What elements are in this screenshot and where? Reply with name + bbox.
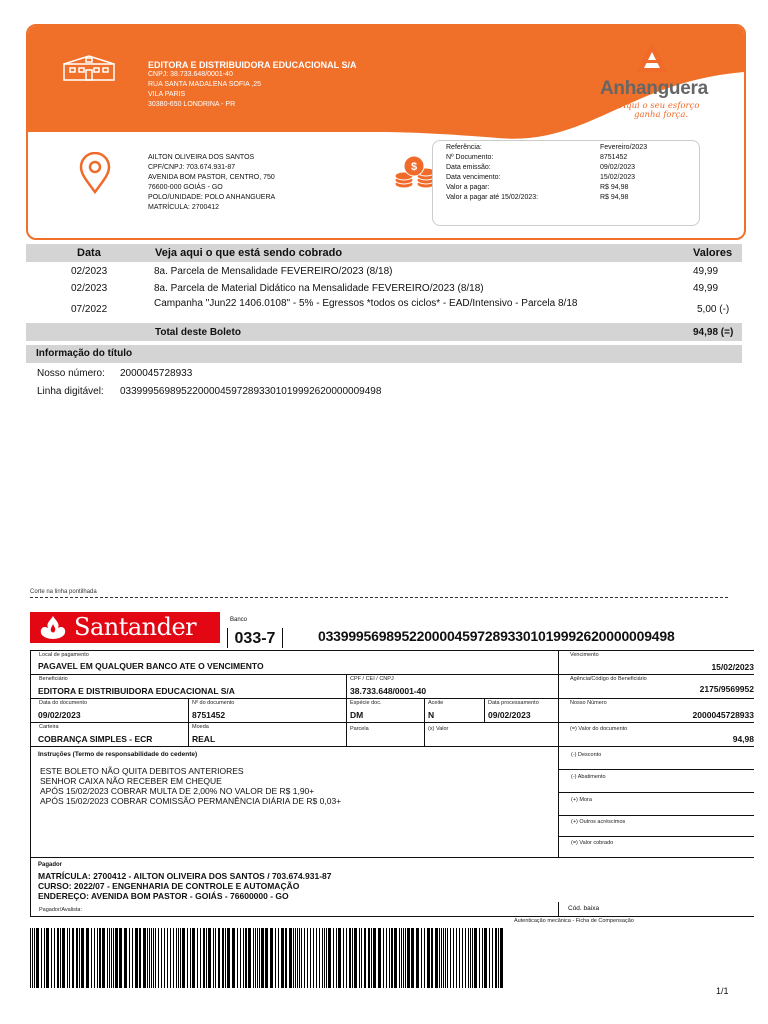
barcode-bar <box>354 928 357 988</box>
beneficiario-value: EDITORA E DISTRIBUIDORA EDUCACIONAL S/A <box>38 686 235 696</box>
barcode-bar <box>304 928 305 988</box>
barcode-bar <box>167 928 168 988</box>
data-documento-label: Data do documento <box>39 700 88 706</box>
santander-logo <box>30 612 220 643</box>
barcode-bar <box>257 928 258 988</box>
barcode-bar <box>215 928 216 988</box>
data-processamento-value: 09/02/2023 <box>488 710 531 720</box>
barcode-bar <box>349 928 351 988</box>
barcode-bar <box>289 928 292 988</box>
building-icon <box>62 54 116 82</box>
local-pagamento-value: PAGAVEL EM QUALQUER BANCO ATE O VENCIMENTO <box>38 661 264 671</box>
barcode-bar <box>113 928 114 988</box>
grid-rule <box>558 792 754 793</box>
outros-acrescimos-label: (+) Outros acréscimos <box>571 819 626 825</box>
instruction-line: APÓS 15/02/2023 COBRAR MULTA DE 2,00% NO VALOR DE R$ 1,90+ <box>40 786 315 796</box>
barcode-bar <box>147 928 148 988</box>
barcode-bar <box>76 928 78 988</box>
grid-rule <box>30 916 754 917</box>
barcode-bar <box>299 928 300 988</box>
barcode-bar <box>492 928 493 988</box>
grid-rule <box>484 698 485 722</box>
total-bar <box>26 323 742 341</box>
barcode-bar <box>79 928 80 988</box>
mora-label: (+) Mora <box>571 797 592 803</box>
barcode-bar <box>401 928 402 988</box>
reference-label: Referência: <box>446 144 482 151</box>
company-line: VILA PARIS <box>148 91 186 98</box>
title-info-bar <box>26 345 742 363</box>
payer-line: 76600-000 GOIÁS - GO <box>148 184 223 191</box>
beneficiario-label: Beneficiário <box>39 676 68 682</box>
barcode-bar <box>435 928 438 988</box>
santander-text: Santander <box>74 613 197 641</box>
barcode-bar <box>245 928 247 988</box>
barcode-bar <box>99 928 101 988</box>
barcode-bar <box>187 928 188 988</box>
barcode-bar <box>248 928 251 988</box>
barcode-bar <box>364 928 366 988</box>
barcode-bar <box>208 928 211 988</box>
barcode-bar <box>203 928 205 988</box>
banco-code: 033-7 <box>227 628 283 648</box>
barcode-bar <box>462 928 463 988</box>
total-value: 94,98 (=) <box>693 327 734 338</box>
barcode-bar <box>313 928 314 988</box>
barcode-bar <box>218 928 220 988</box>
barcode-bar <box>368 928 370 988</box>
col-date: Data <box>77 247 101 259</box>
santander-flame-icon <box>38 615 68 640</box>
barcode-bar <box>441 928 442 988</box>
barcode-bar <box>307 928 308 988</box>
barcode-bar <box>333 928 334 988</box>
parcela-label: Parcela <box>350 726 369 732</box>
payer-line: AILTON OLIVEIRA DOS SANTOS <box>148 154 255 161</box>
barcode-bar <box>278 928 279 988</box>
barcode-bar <box>453 928 454 988</box>
barcode-bar <box>227 928 230 988</box>
grid-rule <box>346 674 347 746</box>
barcode-bar <box>361 928 362 988</box>
barcode-bar <box>301 928 302 988</box>
barcode-bar <box>237 928 238 988</box>
charge-description: 8a. Parcela de Material Didático na Mensalidade FEVEREIRO/2023 (8/18) <box>154 283 484 294</box>
barcode-bar <box>405 928 406 988</box>
col-description: Veja aqui o que está sendo cobrado <box>155 247 343 259</box>
barcode-bar <box>109 928 110 988</box>
barcode-bar <box>373 928 376 988</box>
barcode-bar <box>443 928 444 988</box>
barcode-bar <box>371 928 372 988</box>
barcode-bar <box>164 928 165 988</box>
barcode-bar <box>386 928 387 988</box>
barcode-bar <box>319 928 320 988</box>
grid-rule <box>424 698 425 746</box>
barcode-bar <box>44 928 45 988</box>
charge-description: Campanha "Jun22 1406.0108" - 5% - Egressos *todos os ciclos* - EAD/Intensivo - Parcela 8/18 <box>154 298 578 309</box>
barcode-bar <box>403 928 404 988</box>
anhanguera-logo-icon <box>634 40 670 74</box>
header-card <box>26 24 746 240</box>
barcode-bar <box>155 928 156 988</box>
cpf-cnpj-value: 38.733.648/0001-40 <box>350 686 427 696</box>
charge-date: 07/2022 <box>71 304 108 315</box>
barcode-bar <box>94 928 95 988</box>
barcode-bar <box>173 928 174 988</box>
barcode-bar <box>383 928 384 988</box>
logo-tagline: Aqui o seu esforço ganha força. <box>620 101 700 120</box>
especie-label: Espécie doc. <box>350 700 382 706</box>
grid-rule <box>558 815 754 816</box>
barcode-bar <box>200 928 201 988</box>
barcode-bar <box>479 928 480 988</box>
barcode-bar <box>447 928 448 988</box>
barcode-bar <box>427 928 430 988</box>
pagador-label: Pagador <box>38 862 63 868</box>
barcode-bar <box>170 928 171 988</box>
linha-digitavel-value: 03399956989522000045972893301019992620000009498 <box>120 386 382 397</box>
payer-line: POLO/UNIDADE: POLO ANHANGUERA <box>148 194 276 201</box>
barcode-bar <box>407 928 410 988</box>
barcode-bar <box>91 928 92 988</box>
payer-line: AVENIDA BOM PASTOR, CENTRO, 750 <box>148 174 275 181</box>
carteira-value: COBRANÇA SIMPLES - ECR <box>38 734 153 744</box>
moeda-value: REAL <box>192 734 216 744</box>
cut-line <box>30 597 728 598</box>
reference-label: Data vencimento: <box>446 174 501 181</box>
barcode-bar <box>153 928 154 988</box>
barcode-bar <box>180 928 181 988</box>
barcode-bar <box>482 928 483 988</box>
barcode-bar <box>338 928 341 988</box>
barcode-bar <box>255 928 256 988</box>
barcode-bar <box>190 928 191 988</box>
barcode-bar <box>30 928 31 988</box>
barcode-bar <box>431 928 433 988</box>
barcode-bar <box>316 928 317 988</box>
cpf-cnpj-label: CPF / CEI / CNPJ <box>350 676 394 682</box>
barcode-bar <box>439 928 440 988</box>
barcode-bar <box>328 928 331 988</box>
barcode-bar <box>97 928 98 988</box>
barcode-bar <box>232 928 235 988</box>
barcode-bar <box>346 928 347 988</box>
title-info-heading: Informação do título <box>36 348 133 359</box>
barcode-bar <box>456 928 457 988</box>
reference-value: R$ 94,98 <box>600 194 629 201</box>
cut-line-label: Corte na linha pontilhada <box>30 589 97 595</box>
barcode-bar <box>424 928 425 988</box>
barcode-bar <box>67 928 68 988</box>
instruction-line: APÓS 15/02/2023 COBRAR COMISSÃO PERMANÊNCIA DIÁRIA DE R$ 0,03+ <box>40 796 342 806</box>
nosso-numero-value: 2000045728933 <box>692 710 754 720</box>
barcode-bar <box>253 928 254 988</box>
barcode-bar <box>36 928 39 988</box>
barcode-bar <box>34 928 35 988</box>
col-values: Valores <box>693 247 733 259</box>
barcode-bar <box>60 928 61 988</box>
pagador-line: ENDEREÇO: AVENIDA BOM PASTOR - GOIÁS - 76600000 - GO <box>38 891 289 901</box>
autenticacao-label: Autenticação mecânica - Ficha de Compensação <box>514 918 634 924</box>
barcode-bar <box>176 928 177 988</box>
barcode-bar <box>295 928 296 988</box>
reference-label: Valor a pagar até 15/02/2023: <box>446 194 539 201</box>
instructions-label: Instruções (Termo de responsabilidade do cedente) <box>38 751 198 758</box>
barcode-bar <box>151 928 152 988</box>
reference-value: R$ 94,98 <box>600 184 629 191</box>
barcode-bar <box>261 928 264 988</box>
barcode-bar <box>352 928 353 988</box>
cod-baixa-label: Cód. baixa <box>568 905 600 912</box>
barcode-bar <box>285 928 287 988</box>
barcode-bar <box>416 928 419 988</box>
barcode-bar <box>293 928 294 988</box>
barcode-bar <box>124 928 127 988</box>
barcode-bar <box>192 928 195 988</box>
reference-box <box>432 140 700 226</box>
barcode-bar <box>129 928 130 988</box>
grid-rule <box>30 746 754 747</box>
barcode-bar <box>161 928 162 988</box>
barcode-bar <box>259 928 260 988</box>
charge-value: 49,99 <box>693 266 719 277</box>
barcode-bar <box>326 928 327 988</box>
barcode-bar <box>394 928 397 988</box>
barcode-bar <box>51 928 52 988</box>
barcode-bar <box>495 928 497 988</box>
company-line: 30380-650 LONDRINA - PR <box>148 101 236 108</box>
reference-label: Nº Documento: <box>446 154 494 161</box>
barcode-bar <box>182 928 185 988</box>
x-valor-label: (x) Valor <box>428 726 449 732</box>
barcode-bar <box>421 928 422 988</box>
agencia-label: Agência/Código do Beneficiário <box>570 676 647 682</box>
nosso-numero-label: Nosso Número <box>570 700 607 706</box>
location-pin-icon <box>78 152 112 194</box>
reference-label: Data emissão: <box>446 164 491 171</box>
barcode-bar <box>391 928 393 988</box>
barcode-bar <box>119 928 122 988</box>
reference-value: 15/02/2023 <box>600 174 636 181</box>
barcode-bar <box>222 928 224 988</box>
pagador-line: CURSO: 2022/07 - ENGENHARIA DE CONTROLE E AUTOMAÇÃO <box>38 881 300 891</box>
barcode-bar <box>474 928 477 988</box>
barcode-bar <box>240 928 241 988</box>
charge-description: 8a. Parcela de Mensalidade FEVEREIRO/2023 (8/18) <box>154 266 393 277</box>
barcode-bar <box>225 928 226 988</box>
barcode-bar <box>62 928 65 988</box>
charge-date: 02/2023 <box>71 266 108 277</box>
grid-rule <box>30 674 754 675</box>
num-documento-label: Nº do documento <box>192 700 235 706</box>
reference-value: 8751452 <box>600 154 628 161</box>
barcode-bar <box>32 928 33 988</box>
barcode-bar <box>297 928 298 988</box>
barcode-bar <box>46 928 49 988</box>
barcode-bar <box>107 928 108 988</box>
barcode-bar <box>472 928 473 988</box>
reference-value: Fevereiro/2023 <box>600 144 648 151</box>
grid-rule <box>558 902 559 916</box>
instruction-line: SENHOR CAIXA NÃO RECEBER EM CHEQUE <box>40 776 222 786</box>
barcode-bar <box>324 928 325 988</box>
barcode-bar <box>132 928 133 988</box>
payer-line: MATRÍCULA: 2700412 <box>148 204 220 211</box>
pagador-line: MATRÍCULA: 2700412 - AILTON OLIVEIRA DOS SANTOS / 703.674.931-87 <box>38 871 332 881</box>
barcode-bar <box>57 928 59 988</box>
barcode-bar <box>484 928 487 988</box>
grid-rule <box>188 698 189 746</box>
barcode-bar <box>389 928 390 988</box>
charge-value: 5,00 (-) <box>697 304 730 315</box>
barcode-bar <box>115 928 118 988</box>
vencimento-label: Vencimento <box>570 652 599 658</box>
carteira-label: Carteira <box>39 724 59 730</box>
especie-value: DM <box>350 710 364 720</box>
grid-rule-left <box>30 650 31 916</box>
instruction-line: ESTE BOLETO NÃO QUITA DEBITOS ANTERIORES <box>40 766 244 776</box>
logo-text: Anhanguera <box>600 78 708 99</box>
linha-digitavel-big: 03399956989522000045972893301019992620000009498 <box>318 628 675 644</box>
grid-rule <box>558 836 754 837</box>
barcode-bar <box>359 928 360 988</box>
local-pagamento-label: Local de pagamento <box>39 652 89 658</box>
barcode-bar <box>468 928 469 988</box>
barcode-bar <box>143 928 146 988</box>
barcode-bar <box>158 928 159 988</box>
data-processamento-label: Data processamento <box>488 700 539 706</box>
barcode-bar <box>343 928 344 988</box>
barcode-bar <box>213 928 214 988</box>
barcode-bar <box>275 928 276 988</box>
barcode-bar <box>178 928 179 988</box>
barcode-bar <box>411 928 414 988</box>
grid-rule <box>30 722 754 723</box>
linha-digitavel-label: Linha digitável: <box>37 386 104 397</box>
grid-rule-right-col <box>558 650 559 857</box>
barcode-bar <box>206 928 207 988</box>
barcode-bar <box>265 928 268 988</box>
barcode-bar <box>111 928 112 988</box>
valor-documento-value: 94,98 <box>732 734 754 744</box>
nosso-numero-value: 2000045728933 <box>120 368 193 379</box>
barcode-bar <box>322 928 323 988</box>
barcode-bar <box>378 928 381 988</box>
total-label: Total deste Boleto <box>155 327 241 338</box>
charge-date: 02/2023 <box>71 283 108 294</box>
charge-value: 49,99 <box>693 283 719 294</box>
grid-rule <box>30 857 754 858</box>
charges-header-bar <box>26 244 742 262</box>
barcode-bar <box>69 928 70 988</box>
valor-documento-label: (=) Valor do documento <box>570 726 628 732</box>
moeda-label: Moeda <box>192 724 209 730</box>
payer-line: CPF/CNPJ: 703.674.931-87 <box>148 164 236 171</box>
barcode-bar <box>139 928 141 988</box>
barcode-bar <box>41 928 42 988</box>
aceite-label: Aceite <box>428 700 444 706</box>
vencimento-value: 15/02/2023 <box>711 662 754 672</box>
num-documento-value: 8751452 <box>192 710 226 720</box>
barcode-bar <box>470 928 471 988</box>
page-number: 1/1 <box>716 986 729 996</box>
barcode-bar <box>281 928 284 988</box>
abatimento-label: (-) Abatimento <box>571 774 606 780</box>
company-line: CNPJ: 38.733.648/0001-40 <box>148 71 233 78</box>
avalista-label: Pagador/Avalista: <box>39 907 83 913</box>
grid-rule <box>558 769 754 770</box>
barcode-bar <box>489 928 490 988</box>
barcode-bar <box>54 928 55 988</box>
barcode-bar <box>399 928 400 988</box>
company-name: EDITORA E DISTRIBUIDORA EDUCACIONAL S/A <box>148 60 357 70</box>
barcode-bar <box>197 928 198 988</box>
barcode-bar <box>465 928 466 988</box>
agencia-value: 2175/9569952 <box>699 684 754 694</box>
nosso-numero-label: Nosso número: <box>37 368 105 379</box>
barcode-bar <box>86 928 89 988</box>
svg-text:$: $ <box>410 161 418 173</box>
barcode-bar <box>243 928 244 988</box>
desconto-label: (-) Desconto <box>571 752 602 758</box>
aceite-value: N <box>428 710 435 720</box>
barcode-bar <box>135 928 138 988</box>
grid-rule <box>30 698 754 699</box>
barcode-bar <box>500 928 503 988</box>
barcode-bar <box>498 928 499 988</box>
barcode-bar <box>459 928 460 988</box>
boleto-top-rule <box>30 650 754 651</box>
barcode-bar <box>81 928 84 988</box>
barcode <box>30 928 506 988</box>
banco-label: Banco <box>230 617 248 623</box>
company-line: RUA SANTA MADALENA SOFIA ,25 <box>148 81 262 88</box>
barcode-bar <box>270 928 273 988</box>
barcode-bar <box>336 928 337 988</box>
barcode-bar <box>450 928 451 988</box>
barcode-bar <box>445 928 446 988</box>
reference-value: 09/02/2023 <box>600 164 636 171</box>
barcode-bar <box>72 928 74 988</box>
barcode-bar <box>310 928 311 988</box>
data-documento-value: 09/02/2023 <box>38 710 81 720</box>
valor-cobrado-label: (=) Valor cobrado <box>571 840 614 846</box>
barcode-bar <box>102 928 105 988</box>
reference-label: Valor a pagar: <box>446 184 490 191</box>
barcode-bar <box>149 928 150 988</box>
